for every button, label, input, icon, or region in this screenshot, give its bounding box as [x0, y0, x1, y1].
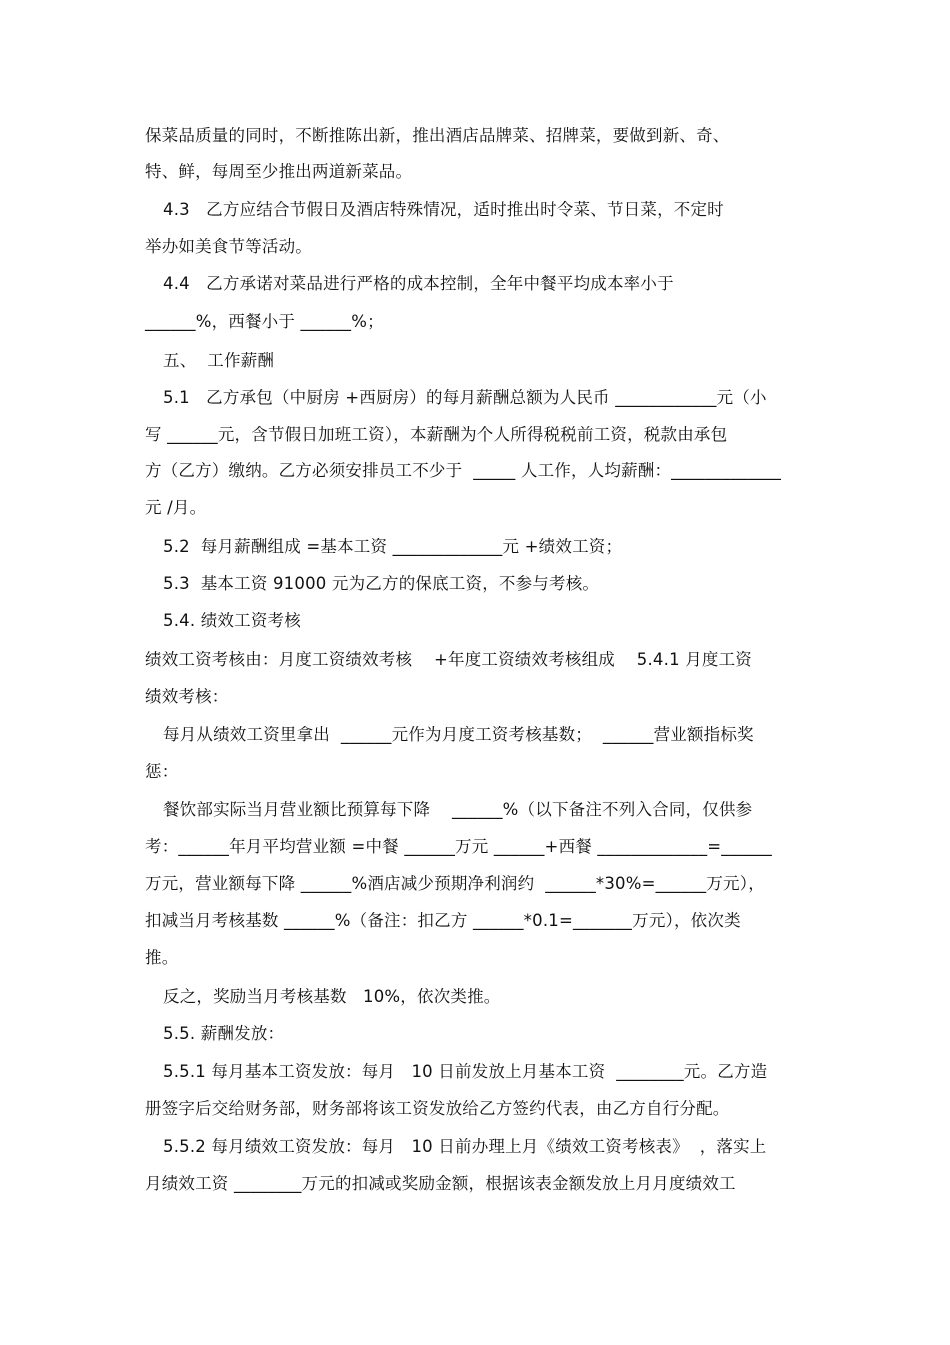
- text-line: 扣减当月考核基数 ______%（备注：扣乙方 ______*0.1=_______万元），依次类: [145, 911, 741, 930]
- text-line: 5.5. 薪酬发放：: [163, 1024, 285, 1043]
- text-line: 5.5.1 每月基本工资发放：每月 10 日前发放上月基本工资 ________元。乙方造: [163, 1062, 768, 1081]
- text-line: 5.5.2 每月绩效工资发放：每月 10 日前办理上月《绩效工资考核表》 ，落实上: [163, 1137, 767, 1156]
- text-line: 写 ______元，含节假日加班工资），本薪酬为个人所得税税前工资，税款由承包: [145, 425, 728, 444]
- text-line: 特、鲜，每周至少推出两道新菜品。: [145, 162, 413, 181]
- text-line: ______%，西餐小于 ______%；: [145, 312, 384, 331]
- text-line: 5.1 乙方承包（中厨房 +西厨房）的每月薪酬总额为人民币 ____________元（小: [163, 388, 767, 407]
- section-heading: 五、 工作薪酬: [163, 351, 275, 370]
- text-line: 5.3 基本工资 91000 元为乙方的保底工资，不参与考核。: [163, 574, 600, 593]
- text-line: 万元，营业额每下降 ______%酒店减少预期净利润约 ______*30%=______万元），: [145, 874, 765, 893]
- text-line: 4.3 乙方应结合节假日及酒店特殊情况，适时推出时令菜、节日菜，不定时: [163, 200, 724, 219]
- text-line: 每月从绩效工资里拿出 ______元作为月度工资考核基数； ______营业额指标奖: [163, 725, 754, 744]
- text-line: 举办如美食节等活动。: [145, 237, 312, 256]
- text-line: 餐饮部实际当月营业额比预算每下降 ______%（以下备注不列入合同，仅供参: [163, 800, 753, 819]
- text-line: 5.4. 绩效工资考核: [163, 611, 301, 630]
- text-line: 4.4 乙方承诺对菜品进行严格的成本控制，全年中餐平均成本率小于: [163, 274, 674, 293]
- text-line: 方（乙方）缴纳。乙方必须安排员工不少于 _____ 人工作，人均薪酬：_____________: [145, 461, 782, 480]
- text-line: 反之，奖励当月考核基数 10%，依次类推。: [163, 987, 501, 1006]
- text-line: 册签字后交给财务部，财务部将该工资发放给乙方签约代表，由乙方自行分配。: [145, 1099, 730, 1118]
- text-line: 考：______年月平均营业额 =中餐 ______万元 ______+西餐 _____________=______: [145, 837, 773, 856]
- text-line: 保菜品质量的同时，不断推陈出新，推出酒店品牌菜、招牌菜，要做到新、奇、: [145, 126, 730, 145]
- text-line: 绩效工资考核由：月度工资绩效考核 +年度工资绩效考核组成 5.4.1 月度工资: [145, 650, 753, 669]
- text-line: 绩效考核：: [145, 687, 229, 706]
- text-line: 惩：: [145, 762, 179, 781]
- text-line: 推。: [145, 948, 179, 967]
- text-line: 5.2 每月薪酬组成 =基本工资 _____________元 +绩效工资；: [163, 537, 623, 556]
- text-line: 元 /月。: [145, 498, 207, 517]
- text-line: 月绩效工资 ________万元的扣减或奖励金额，根据该表金额发放上月月度绩效工: [145, 1174, 736, 1193]
